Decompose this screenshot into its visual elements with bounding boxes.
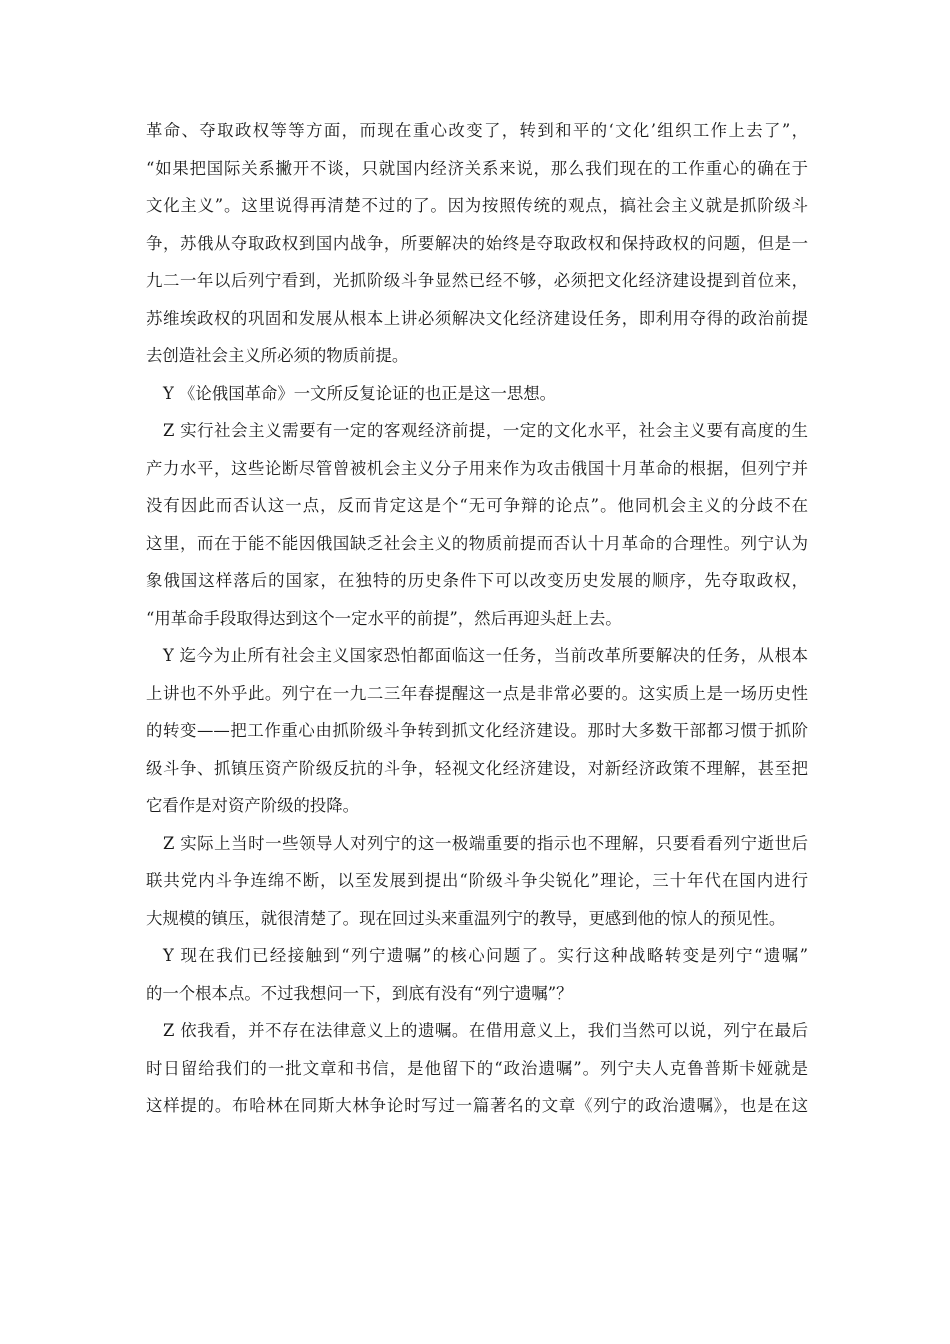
text-line: 上讲也不外乎此。列宁在一九二三年春提醒这一点是非常必要的。这实质上是一场历史性	[146, 683, 808, 703]
text-line: “用革命手段取得达到这个一定水平的前提”，然后再迎头赶上去。	[146, 608, 622, 628]
text-line: 联共党内斗争连绵不断，以至发展到提出“阶级斗争尖锐化”理论，三十年代在国内进行	[146, 871, 808, 890]
text-line: Z 依我看，并不存在法律意义上的遗嘱。在借用意义上，我们当然可以说，列宁在最后	[163, 1021, 808, 1040]
text-line: 的一个根本点。不过我想问一下，到底有没有“列宁遗嘱”？	[146, 983, 573, 1003]
text-line: 争，苏俄从夺取政权到国内战争，所要解决的始终是夺取政权和保持政权的问题，但是一	[146, 233, 808, 253]
text-line: Z 实行社会主义需要有一定的客观经济前提，一定的文化水平，社会主义要有高度的生	[163, 421, 808, 440]
text-line: Y 现在我们已经接触到“列宁遗嘱”的核心问题了。实行这种战略转变是列宁“遗嘱”	[163, 946, 808, 965]
text-line: 象俄国这样落后的国家，在独特的历史条件下可以改变历史发展的顺序，先夺取政权，	[146, 571, 808, 590]
paragraph	[146, 112, 808, 375]
text-line: 它看作是对资产阶级的投降。	[146, 796, 360, 815]
text-line: 的转变——把工作重心由抓阶级斗争转到抓文化经济建设。那时大多数干部都习惯于抓阶	[146, 721, 808, 740]
paragraph	[146, 412, 808, 637]
text-line: 苏维埃政权的巩固和发展从根本上讲必须解决文化经济建设任务，即利用夺得的政治前提	[146, 308, 808, 328]
text-line: 这样提的。布哈林在同斯大林争论时写过一篇著名的文章《列宁的政治遗嘱》，也是在这	[146, 1096, 808, 1115]
paragraph	[146, 375, 808, 413]
paragraph	[146, 825, 808, 938]
paragraph	[146, 637, 808, 825]
paragraph	[146, 1012, 808, 1125]
document-page	[146, 112, 808, 1125]
text-line: Z 实际上当时一些领导人对列宁的这一极端重要的指示也不理解，只要看看列宁逝世后	[163, 833, 808, 853]
text-line: 时日留给我们的一批文章和书信，是他留下的“政治遗嘱”。列宁夫人克鲁普斯卡娅就是	[146, 1058, 808, 1078]
text-line: 文化主义”。这里说得再清楚不过的了。因为按照传统的观点，搞社会主义就是抓阶级斗	[146, 196, 808, 215]
text-line: 这里，而在于能不能因俄国缺乏社会主义的物质前提而否认十月革命的合理性。列宁认为	[146, 533, 808, 553]
text-line: 革命、夺取政权等等方面，而现在重心改变了，转到和平的‘文化’组织工作上去了”，	[146, 121, 808, 140]
text-line: 级斗争、抓镇压资产阶级反抗的斗争，轻视文化经济建设，对新经济政策不理解，甚至把	[146, 758, 808, 778]
text-line: “如果把国际关系撇开不谈，只就国内经济关系来说，那么我们现在的工作重心的确在于	[146, 158, 808, 178]
text-line: 没有因此而否认这一点，反而肯定这是个“无可争辩的论点”。他同机会主义的分歧不在	[146, 496, 808, 515]
text-line: Y 迄今为止所有社会主义国家恐怕都面临这一任务，当前改革所要解决的任务，从根本	[163, 646, 808, 665]
text-line: Y 《论俄国革命》一文所反复论证的也正是这一思想。	[163, 383, 557, 403]
text-line: 大规模的镇压，就很清楚了。现在回过头来重温列宁的教导，更感到他的惊人的预见性。	[146, 908, 786, 928]
paragraph	[146, 937, 808, 1012]
text-line: 去创造社会主义所必须的物质前提。	[146, 346, 409, 365]
text-line: 九二一年以后列宁看到，光抓阶级斗争显然已经不够，必须把文化经济建设提到首位来，	[146, 271, 808, 290]
text-line: 产力水平，这些论断尽管曾被机会主义分子用来作为攻击俄国十月革命的根据，但列宁并	[146, 458, 808, 478]
